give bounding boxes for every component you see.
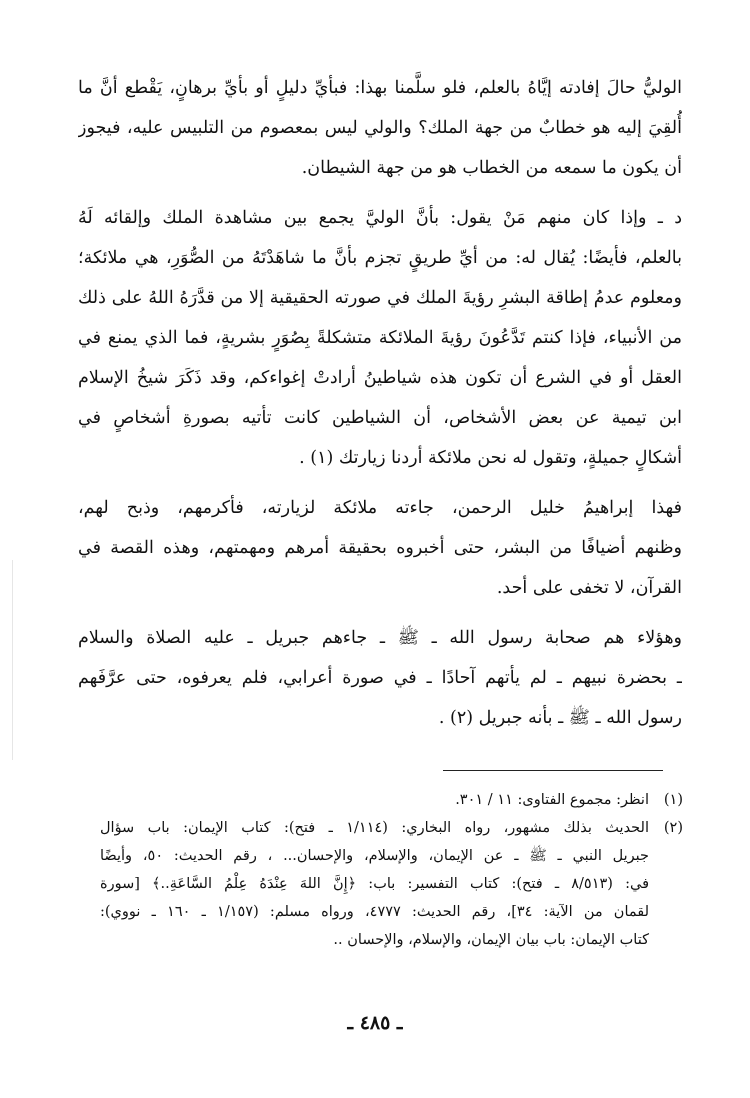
footnote-2 (100, 814, 683, 954)
text-line: ومعلوم عدمُ إطاقة البشرِ رؤيةَ الملك في صورته الحقيقية إلا من قدَّرَهُ اللهُ على ذلك (78, 288, 682, 308)
text-line: بالعلم، فأيضًا: يُقال له: من أيِّ طريقٍ تجزم بأنَّ ما شاهَدْتَهُ من الصُّوَرِ، هي ملائكة؛ (78, 248, 682, 268)
text-line: أشكالٍ جميلةٍ، وتقول له نحن ملائكة أردنا زيارتك (١) . (299, 448, 682, 468)
text-line: من الأنبياء، فإذا كنتم تَدَّعُونَ رؤيةَ الملائكة متشكلةً بِصُوَرٍ بشريةٍ، فما الذي يمنع في (78, 328, 682, 348)
footnote-line (100, 786, 683, 814)
paragraph-3 (78, 488, 682, 608)
text-line: رسول الله ـ ﷺ ـ بأنه جبريل (٢) . (438, 708, 682, 728)
footnote-marker: (٢) (663, 820, 683, 836)
footnote-line: في: (٨/٥١٣ ـ فتح): كتاب التفسير: باب: ﴿إِنَّ اللهَ عِنْدَهُ عِلْمُ السَّاعَةِ..﴾ [سورة (100, 876, 649, 892)
text-line: القرآن، لا تخفى على أحد. (496, 578, 682, 598)
text-line: فهذا إبراهيمُ خليل الرحمن، جاءته ملائكة لزيارته، فأكرمهم، وذبح لهم، (78, 498, 682, 518)
footnote-line (100, 814, 683, 842)
footnote-1 (100, 786, 683, 814)
paragraph-4 (78, 618, 682, 738)
text-line: أن يكون ما سمعه من الخطاب هو من جهة الشيطان. (301, 158, 682, 178)
page-number: ـ ٤٨٥ ـ (347, 1012, 403, 1034)
footnote-text: الحديث بذلك مشهور، رواه البخاري: (١/١١٤ ـ فتح): كتاب الإيمان: باب سؤال (100, 820, 649, 836)
paragraph-2 (78, 198, 682, 478)
text-line: ابن تيمية عن بعض الأشخاص، أن الشياطين كانت تأتيه بصورةِ أشخاصٍ في (78, 408, 682, 428)
text-line: الوليُّ حالَ إفادته إيَّاهُ بالعلم، فلو سلَّمنا بهذا: فبأيِّ دليلٍ أو بأيِّ برهانٍ، يَقْطع أنَّ ما (78, 78, 682, 98)
text-line: وهؤلاء هم صحابة رسول الله ـ ﷺ ـ جاءهم جبريل ـ عليه الصلاة والسلام (78, 628, 682, 648)
footnotes (100, 786, 683, 954)
text-line: العقل أو في الشرع أن تكون هذه شياطينُ أرادتْ إغواءكم، وقد ذَكَرَ شيخُ الإسلام (78, 368, 682, 388)
paragraph-1 (78, 68, 682, 188)
text-line: وظنهم أضيافًا من البشر، حتى أخبروه بحقيقة أمرهم ومهمتهم، وهذه القصة في (78, 538, 682, 558)
main-text (78, 68, 682, 738)
footnote-line: لقمان من الآية: ٣٤]، رقم الحديث: ٤٧٧٧، ورواه مسلم: (١/١٥٧ ـ ١٦٠ ـ نووي): (100, 904, 650, 920)
text-line: ـ بحضرة نبيهم ـ لم يأتهم آحادًا ـ في صورة أعرابي، فلم يعرفوه، حتى عرَّفَهم (78, 668, 682, 688)
footnote-text: انظر: مجموع الفتاوى: ١١ / ٣٠١. (455, 792, 649, 808)
footnote-line: كتاب الإيمان: باب بيان الإيمان، والإسلام، والإحسان .. (333, 932, 649, 948)
footnote-marker: (١) (663, 792, 683, 808)
text-line: أُلقِيَ إليه هو خطابٌ من جهة الملك؟ والولي ليس بمعصوم من التلبيس عليه، فيجوز (78, 118, 682, 138)
footnote-line: جبريل النبي ـ ﷺ ـ عن الإيمان، والإسلام، والإحسان... ، رقم الحديث: ٥٠، وأيضًا (100, 848, 649, 864)
footnote-divider (443, 770, 663, 771)
page-fold-shadow (12, 560, 13, 760)
text-line: د ـ وإذا كان منهم مَنْ يقول: بأنَّ الوليَّ يجمع بين مشاهدة الملك وإلقائه لَهُ (78, 208, 682, 228)
